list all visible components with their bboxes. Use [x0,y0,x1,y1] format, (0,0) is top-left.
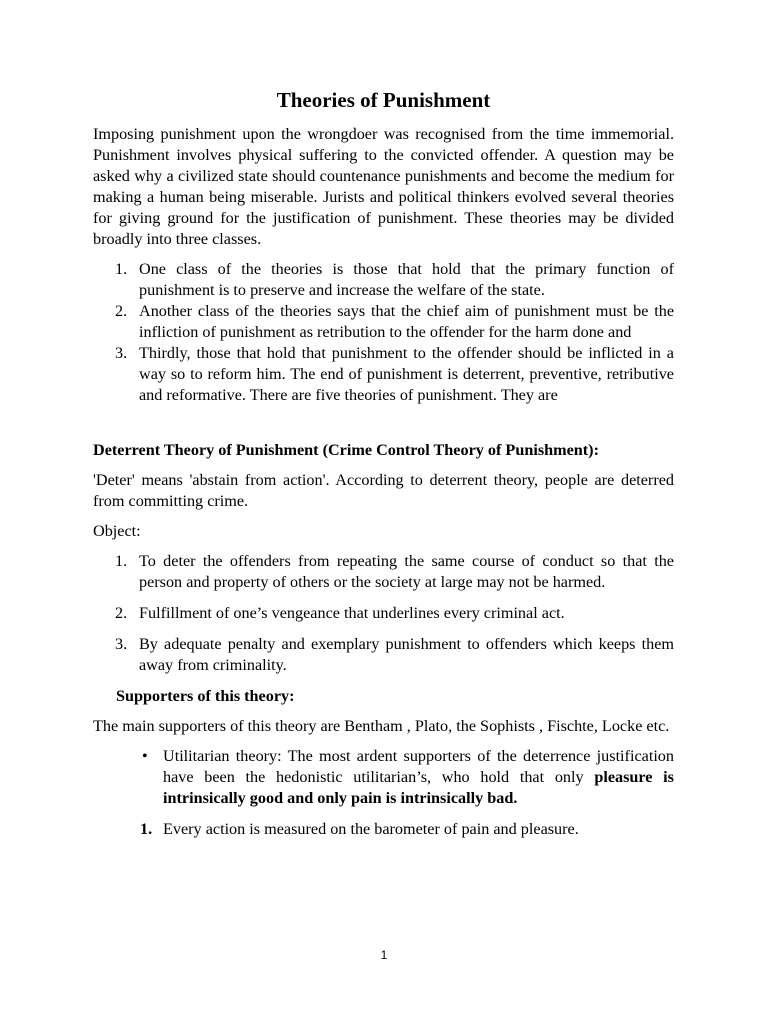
list-item-text: Fulfillment of one’s vengeance that underlines every criminal act. [139,604,565,622]
intro-paragraph: Imposing punishment upon the wrongdoer was recognised from the time immemorial. Punishment involves physical suffering to the convicted offender. A question may be asked why a civilized state should countenance punishments and become the medium for making a human being miserable. Jurists and political thinkers evolved several theories for giving ground for the justification of punishment. These theories may be divided broadly into three classes. [93,125,674,248]
bullet-marker: • [142,747,148,765]
list-number: 3. [115,344,128,362]
list-item-text: To deter the offenders from repeating the same course of conduct so that the person and property of others or the society at large may not be harmed. [139,552,674,591]
list-item [93,301,674,343]
deterrent-heading: Deterrent Theory of Punishment (Crime Control Theory of Punishment): [93,441,599,459]
barometer-text: Every action is measured on the barometer of pain and pleasure. [163,820,579,838]
classes-list [93,259,674,406]
barometer-item [93,819,674,840]
list-item-text: Another class of the theories says that the chief aim of punishment must be the infliction of punishment as retribution to the offender for the harm done and [139,302,674,341]
objects-list [93,551,674,676]
supporters-paragraph: The main supporters of this theory are Bentham , Plato, the Sophists , Fischte, Locke etc. [93,717,670,735]
page-title: Theories of Punishment [276,88,491,112]
document-body [93,86,674,840]
list-item [93,634,674,676]
page-number: 1 [380,948,388,962]
list-item-text: By adequate penalty and exemplary punishment to offenders which keeps them away from criminality. [139,635,674,674]
list-item [93,551,674,593]
list-number: 1. [115,260,128,278]
deterrent-intro-paragraph: 'Deter' means 'abstain from action'. According to deterrent theory, people are deterred from committing crime. [93,471,674,510]
list-number: 2. [115,302,128,320]
utilitarian-bold-text: pleasure is intrinsically good and only pain is intrinsically bad. [163,768,674,807]
list-item-text: One class of the theories is those that hold that the primary function of punishment is to preserve and increase the welfare of the state. [139,260,674,299]
list-number: 1. [140,820,153,838]
list-number: 3. [115,635,128,653]
list-number: 2. [115,604,128,622]
object-label: Object: [93,522,141,540]
list-item [93,603,674,624]
list-item-text: Thirdly, those that hold that punishment to the offender should be inflicted in a way so to reform him. The end of punishment is deterrent, preventive, retributive and reformative. There are five theories of punishment. They are [139,344,674,404]
supporters-heading: Supporters of this theory: [116,687,295,705]
utilitarian-text: Utilitarian theory: The most ardent supporters of the deterrence justification have been the hedonistic utilitarian’s, who hold that only [163,747,674,786]
list-number: 1. [115,552,128,570]
list-item [93,259,674,301]
list-item [93,343,674,406]
utilitarian-bullet-item [93,746,674,809]
